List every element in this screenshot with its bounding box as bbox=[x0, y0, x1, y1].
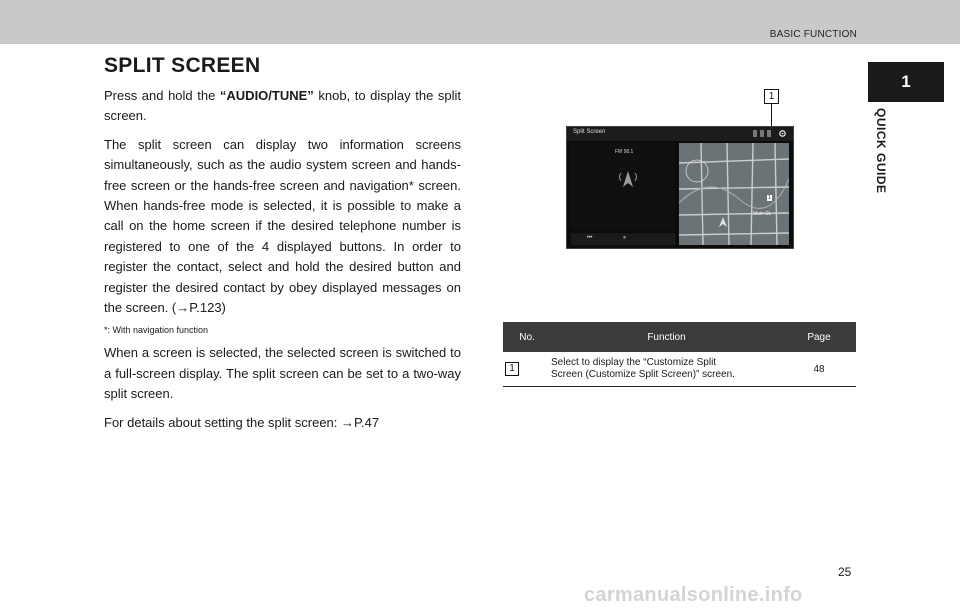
audio-pane[interactable] bbox=[571, 143, 675, 229]
radio-antenna-icon bbox=[615, 165, 641, 191]
row-function-cell: Select to display the “Customize Split Screen (Customize Split Screen)” screen. bbox=[551, 352, 782, 387]
chapter-label: QUICK GUIDE bbox=[874, 108, 888, 194]
row-page-cell: 48 bbox=[782, 352, 856, 387]
table-row bbox=[503, 352, 856, 387]
page-number: 25 bbox=[838, 565, 852, 579]
paragraph-4: For details about setting the split screen: →P.47 bbox=[104, 414, 380, 430]
figure-title-bar bbox=[567, 127, 793, 141]
paragraph-3: When a screen is selected, the selected screen is switched to a full-screen display. The split screen can be set to a two-way split screen. bbox=[104, 345, 461, 402]
paragraph-2: The split screen can display two information screens simultaneously, such as the audio system screen and hands-free screen or the hands-free screen and navigation* screen. When hands-free mode is selected, it is possible to make a call on the home screen if the desired telephone number is registered to one of the 4 displayed buttons. In order to register the contact, select and hold the desired button and register the desired contact by obey displayed messages on the screen. (→P.123) bbox=[104, 136, 461, 316]
callout-number: 1 bbox=[764, 89, 779, 104]
settings-gear-icon[interactable] bbox=[778, 129, 787, 138]
footnote: *: With navigation function bbox=[104, 325, 209, 336]
body-text bbox=[104, 86, 461, 441]
header-function: Function bbox=[551, 322, 782, 352]
split-screen-figure bbox=[566, 126, 794, 249]
audio-controls bbox=[571, 233, 675, 245]
row-number-box: 1 bbox=[505, 362, 519, 376]
chapter-tab[interactable]: 1 bbox=[868, 62, 944, 102]
previous-track-icon[interactable]: ⏮ bbox=[587, 235, 593, 241]
section-title: BASIC FUNCTION bbox=[769, 29, 857, 40]
status-icons bbox=[753, 130, 771, 137]
table-header-row bbox=[503, 322, 856, 352]
header-page: Page bbox=[782, 322, 856, 352]
page-title: SPLIT SCREEN bbox=[104, 54, 261, 77]
station-label: FM 98.1 bbox=[615, 149, 634, 155]
knob-name: “AUDIO/TUNE” bbox=[219, 88, 314, 103]
watermark: carmanualsonline.info bbox=[584, 584, 803, 606]
pause-icon[interactable]: ⏸ bbox=[623, 235, 627, 241]
figure-screen-title: Split Screen bbox=[573, 129, 606, 135]
row-number-cell bbox=[503, 352, 551, 387]
map-pane[interactable] bbox=[679, 143, 789, 245]
map-roads bbox=[679, 143, 789, 245]
header-no: No. bbox=[503, 322, 551, 352]
function-table bbox=[503, 322, 856, 387]
map-marker: 1 bbox=[768, 195, 771, 201]
paragraph-1: Press and hold the “AUDIO/TUNE” knob, to display the split screen. bbox=[104, 88, 461, 124]
map-street-label: Main St. bbox=[753, 211, 772, 217]
